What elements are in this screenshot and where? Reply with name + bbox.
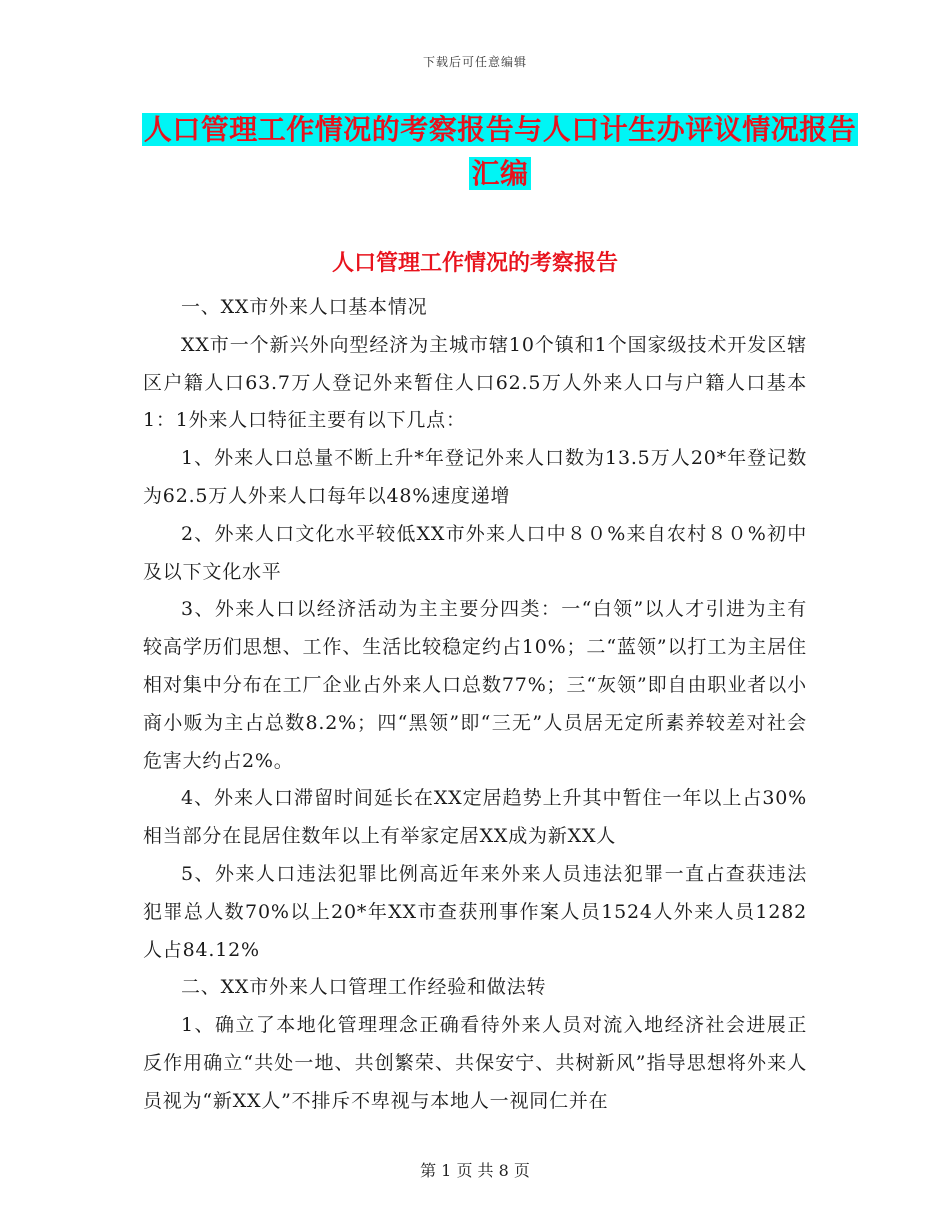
paragraph: 5、外来人口违法犯罪比例高近年来外来人员违法犯罪一直占查获违法犯罪总人数70%以上20*年XX市查获刑事作案人员1524人外来人员1282人占84.12% (143, 862, 807, 961)
paragraph: 1、确立了本地化管理理念正确看待外来人员对流入地经济社会进展正反作用确立“共处一地、共创繁荣、共保安宁、共树新风”指导思想将外来人员视为“新XX人”不排斥不卑视与本地人一视同仁并在 (143, 1014, 807, 1112)
paragraph: 一、XX市外来人口基本情况 (181, 296, 428, 318)
paragraph: 4、外来人口滞留时间延长在XX定居趋势上升其中暂住一年以上占30%相当部分在昆居住数年以上有举家定居XX成为新XX人 (143, 787, 807, 848)
header-note: 下载后可任意编辑 (422, 55, 527, 69)
paragraph: 3、外来人口以经济活动为主主要分四类：一“白领”以人才引进为主有较高学历们思想、工作、生活比较稳定约占10%；二“蓝领”以打工为主居住相对集中分布在工厂企业占外来人口总数77%；三“灰领”即自由职业者以小商小贩为主占总数8.2%；四“黑领”即“三无”人员居无定所素养较差对社会危害大约占2%。 (143, 598, 807, 772)
body-text (143, 289, 807, 1121)
section-title: 人口管理工作情况的考察报告 (331, 251, 618, 276)
page-footer: 第 1 页 共 8 页 (420, 1161, 530, 1180)
main-title-text: 人口管理工作情况的考察报告与人口计生办评议情况报告汇编 (143, 113, 857, 190)
paragraph: 1、外来人口总量不断上升*年登记外来人口数为13.5万人20*年登记数为62.5万人外来人口每年以48%速度递增 (143, 447, 807, 507)
paragraph: XX市一个新兴外向型经济为主城市辖10个镇和1个国家级技术开发区辖区户籍人口63.7万人登记外来暂住人口62.5万人外来人口与户籍人口基本1：1外来人口特征主要有以下几点： (143, 333, 807, 432)
main-title (140, 108, 860, 196)
paragraph: 2、外来人口文化水平较低XX市外来人口中８０%来自农村８０%初中及以下文化水平 (143, 522, 807, 583)
paragraph: 二、XX市外来人口管理工作经验和做法转 (181, 976, 547, 999)
